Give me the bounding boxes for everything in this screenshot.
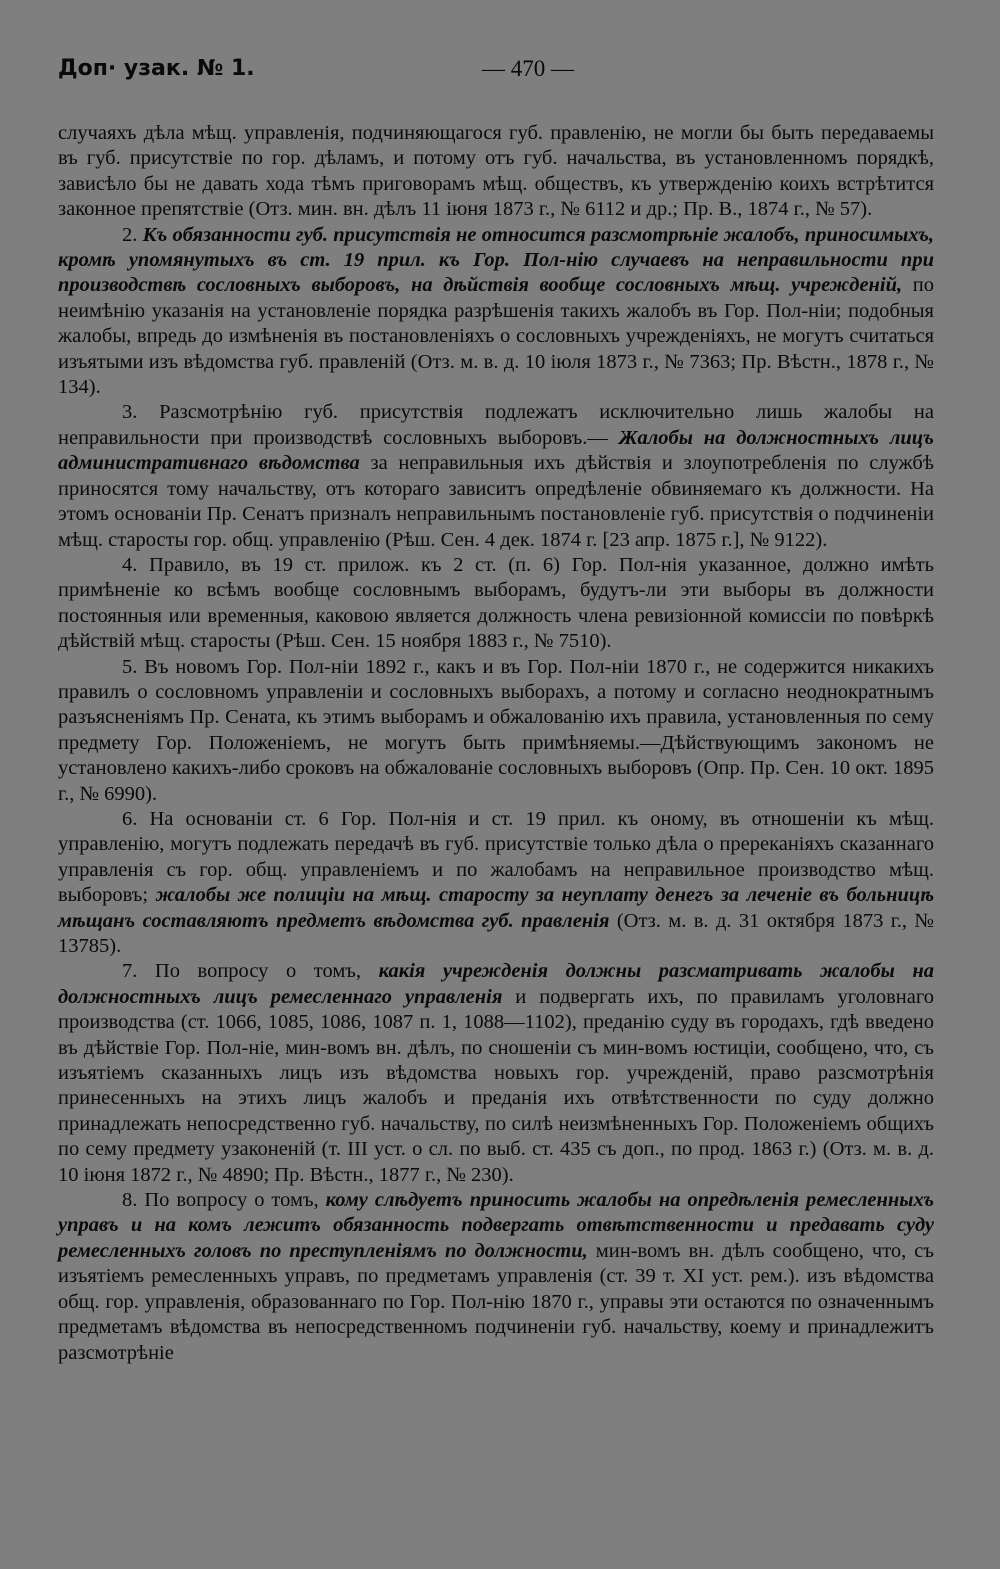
text-run: случаяхъ дѣла мѣщ. управленія, подчиняющагося губ. правленію, не могли бы быть передаваемы въ губ. присутствіе по гор. дѣламъ, и потому отъ губ. начальства, въ установленномъ порядкѣ, зависѣло бы не давать хода тѣмъ приговорамъ мѣщ. обществъ, къ утвержденію коихъ встрѣтится законное препятствіе (Отз. мин. вн. дѣлъ 11 іюня 1873 г., № 6112 и др.; Пр. В., 1874 г., № 57). xyxy=(58,122,934,221)
emphasized-text: Жалобы на должностныхъ лицъ административнаго вѣдомства xyxy=(58,426,934,475)
emphasized-text: жалобы же полиціи на мѣщ. старосту за неуплату денегъ за леченіе въ больницѣ мѣщанъ составляютъ предметъ вѣдомства губ. правленія xyxy=(58,884,934,932)
paragraph xyxy=(58,1188,934,1366)
emphasized-text: кому слѣдуетъ приносить жалобы на опредѣленія ремесленныхъ управъ и на комъ лежитъ обязанность подвергать отвѣтственности и предавать суду ремесленныхъ головъ по преступленіямъ по должности, xyxy=(58,1189,934,1262)
text-run: по неимѣнію указанія на установленіе порядка разрѣшенія такихъ жалобъ въ Гор. Пол-ніи; подобныя жалобы, впредь до измѣненія въ постановленіяхъ о сословныхъ учрежденіяхъ, не могутъ считаться изъятыми изъ вѣдомства губ. правленій (Отз. м. в. д. 10 іюля 1873 г., № 7363; Пр. Вѣстн., 1878 г., № 134). xyxy=(58,274,934,399)
page-header xyxy=(58,56,938,96)
body-text xyxy=(58,121,934,1366)
text-run: за неправильныя ихъ дѣйствія и злоупотребленія по службѣ приносятся тому начальству, отъ котораго зависитъ опредѣленіе обвиняемаго къ должности. На этомъ основаніи Пр. Сенатъ призналъ неправильнымъ постановленіе губ. присутствія о подчиненіи мѣщ. старосты гор. общ. управленію (Рѣш. Сен. 4 дек. 1874 г. [23 апр. 1875 г.], № 9122). xyxy=(58,452,934,551)
paragraph xyxy=(58,400,934,552)
emphasized-text: Къ обязанности губ. присутствія не относится разсмотрѣніе жалобъ, приносимыхъ, кромѣ упомянутыхъ въ ст. 19 прил. къ Гор. Пол-нію случаевъ на неправильности при производствѣ сословныхъ выборовъ, на дѣйствія вообще сословныхъ мѣщ. учрежденій, xyxy=(58,223,934,297)
text-run: 7. По вопросу о томъ, xyxy=(122,960,379,983)
text-run: и подвергать ихъ, по правиламъ уголовнаго производства (ст. 1066, 1085, 1086, 1087 п. 1, 1088—1102), преданію суду въ городахъ, гдѣ введено въ дѣйствіе Гор. Пол-ніе, мин-вомъ вн. дѣлъ, по сношеніи съ мин-вомъ юстиціи, сообщено, что, съ изъятіемъ сказанныхъ лицъ изъ вѣдомства новыхъ гор. учрежденій, право разсмотрѣнія принесенныхъ на этихъ лицъ жалобъ и преданія ихъ отвѣтственности по суду должно принадлежать непосредственно губ. начальству, по силѣ неизмѣненныхъ Гор. Положеніемъ общихъ по сему предмету узаконеній (т. III уст. о сл. по выб. ст. 435 съ доп., по прод. 1863 г.) (Отз. м. в. д. 10 іюня 1872 г., № 4890; Пр. Вѣстн., 1877 г., № 230). xyxy=(58,985,934,1186)
text-run: (Отз. м. в. д. 31 октября 1873 г., № 13785). xyxy=(58,909,934,957)
paragraph xyxy=(58,223,934,401)
text-run: мин-вомъ вн. дѣлъ сообщено, что, съ изъятіемъ ремесленныхъ управъ, по предметамъ управленія (ст. 39 т. XI уст. рем.). изъ вѣдомства общ. гор. управленія, образованнаго по Гор. Пол-нію 1870 г., управы эти остаются по означеннымъ предметамъ вѣдомства въ непосредственномъ подчиненіи губ. начальству, коему и принадлежитъ разсмотрѣніе xyxy=(58,1239,934,1364)
paragraph xyxy=(58,959,934,1188)
paragraph xyxy=(58,553,934,655)
text-run: 8. По вопросу о томъ, xyxy=(122,1189,326,1212)
paragraph xyxy=(58,655,934,807)
text-run: 6. На основаніи ст. 6 Гор. Пол-нія и ст. 19 прил. къ оному, въ отношеніи къ мѣщ. управленію, могутъ подлежать передачѣ въ губ. присутствіе только дѣла о пререканіяхъ сказаннаго управленія съ гор. общ. управленіемъ и по жалобамъ на неправильное производство мѣщ. выборовъ; xyxy=(58,807,934,907)
paragraph xyxy=(58,121,934,223)
text-run: 2. xyxy=(122,223,143,246)
text-run: 3. Разсмотрѣнію губ. присутствія подлежатъ исключительно лишь жалобы на неправильности при производствѣ сословныхъ выборовъ.— xyxy=(58,401,934,449)
text-run: 5. Въ новомъ Гор. Пол-ніи 1892 г., какъ и въ Гор. Пол-ніи 1870 г., не содержится никакихъ правилъ о сословномъ управленіи и сословныхъ выборахъ, а потому и согласно неоднократнымъ разъясненіямъ Пр. Сената, къ этимъ выборамъ и обжалованію ихъ правила, установленныя по сему предмету Гор. Положеніемъ, не могутъ быть примѣняемы.—Дѣйствующимъ закономъ не установлено какихъ-либо сроковъ на обжалованіе сословныхъ выборовъ (Опр. Пр. Сен. 10 окт. 1895 г., № 6990). xyxy=(58,655,934,805)
text-run: 4. Правило, въ 19 ст. прилож. къ 2 ст. (п. 6) Гор. Пол-нія указанное, должно имѣть примѣненіе ко всѣмъ вообще сословнымъ выборамъ, будутъ-ли эти выборы въ должности постоянныя или временныя, каковою является должность члена ревизіонной комиссіи по повѣркѣ дѣйствій мѣщ. старосты (Рѣш. Сен. 15 ноября 1883 г., № 7510). xyxy=(58,553,934,653)
page-number: — 470 — xyxy=(482,56,574,81)
emphasized-text: какія учрежденія должны разсматривать жалобы на должностныхъ лицъ ремесленнаго управленія xyxy=(58,960,935,1008)
section-reference: Доп· узак. № 1. xyxy=(58,56,255,81)
paragraph xyxy=(58,807,934,959)
